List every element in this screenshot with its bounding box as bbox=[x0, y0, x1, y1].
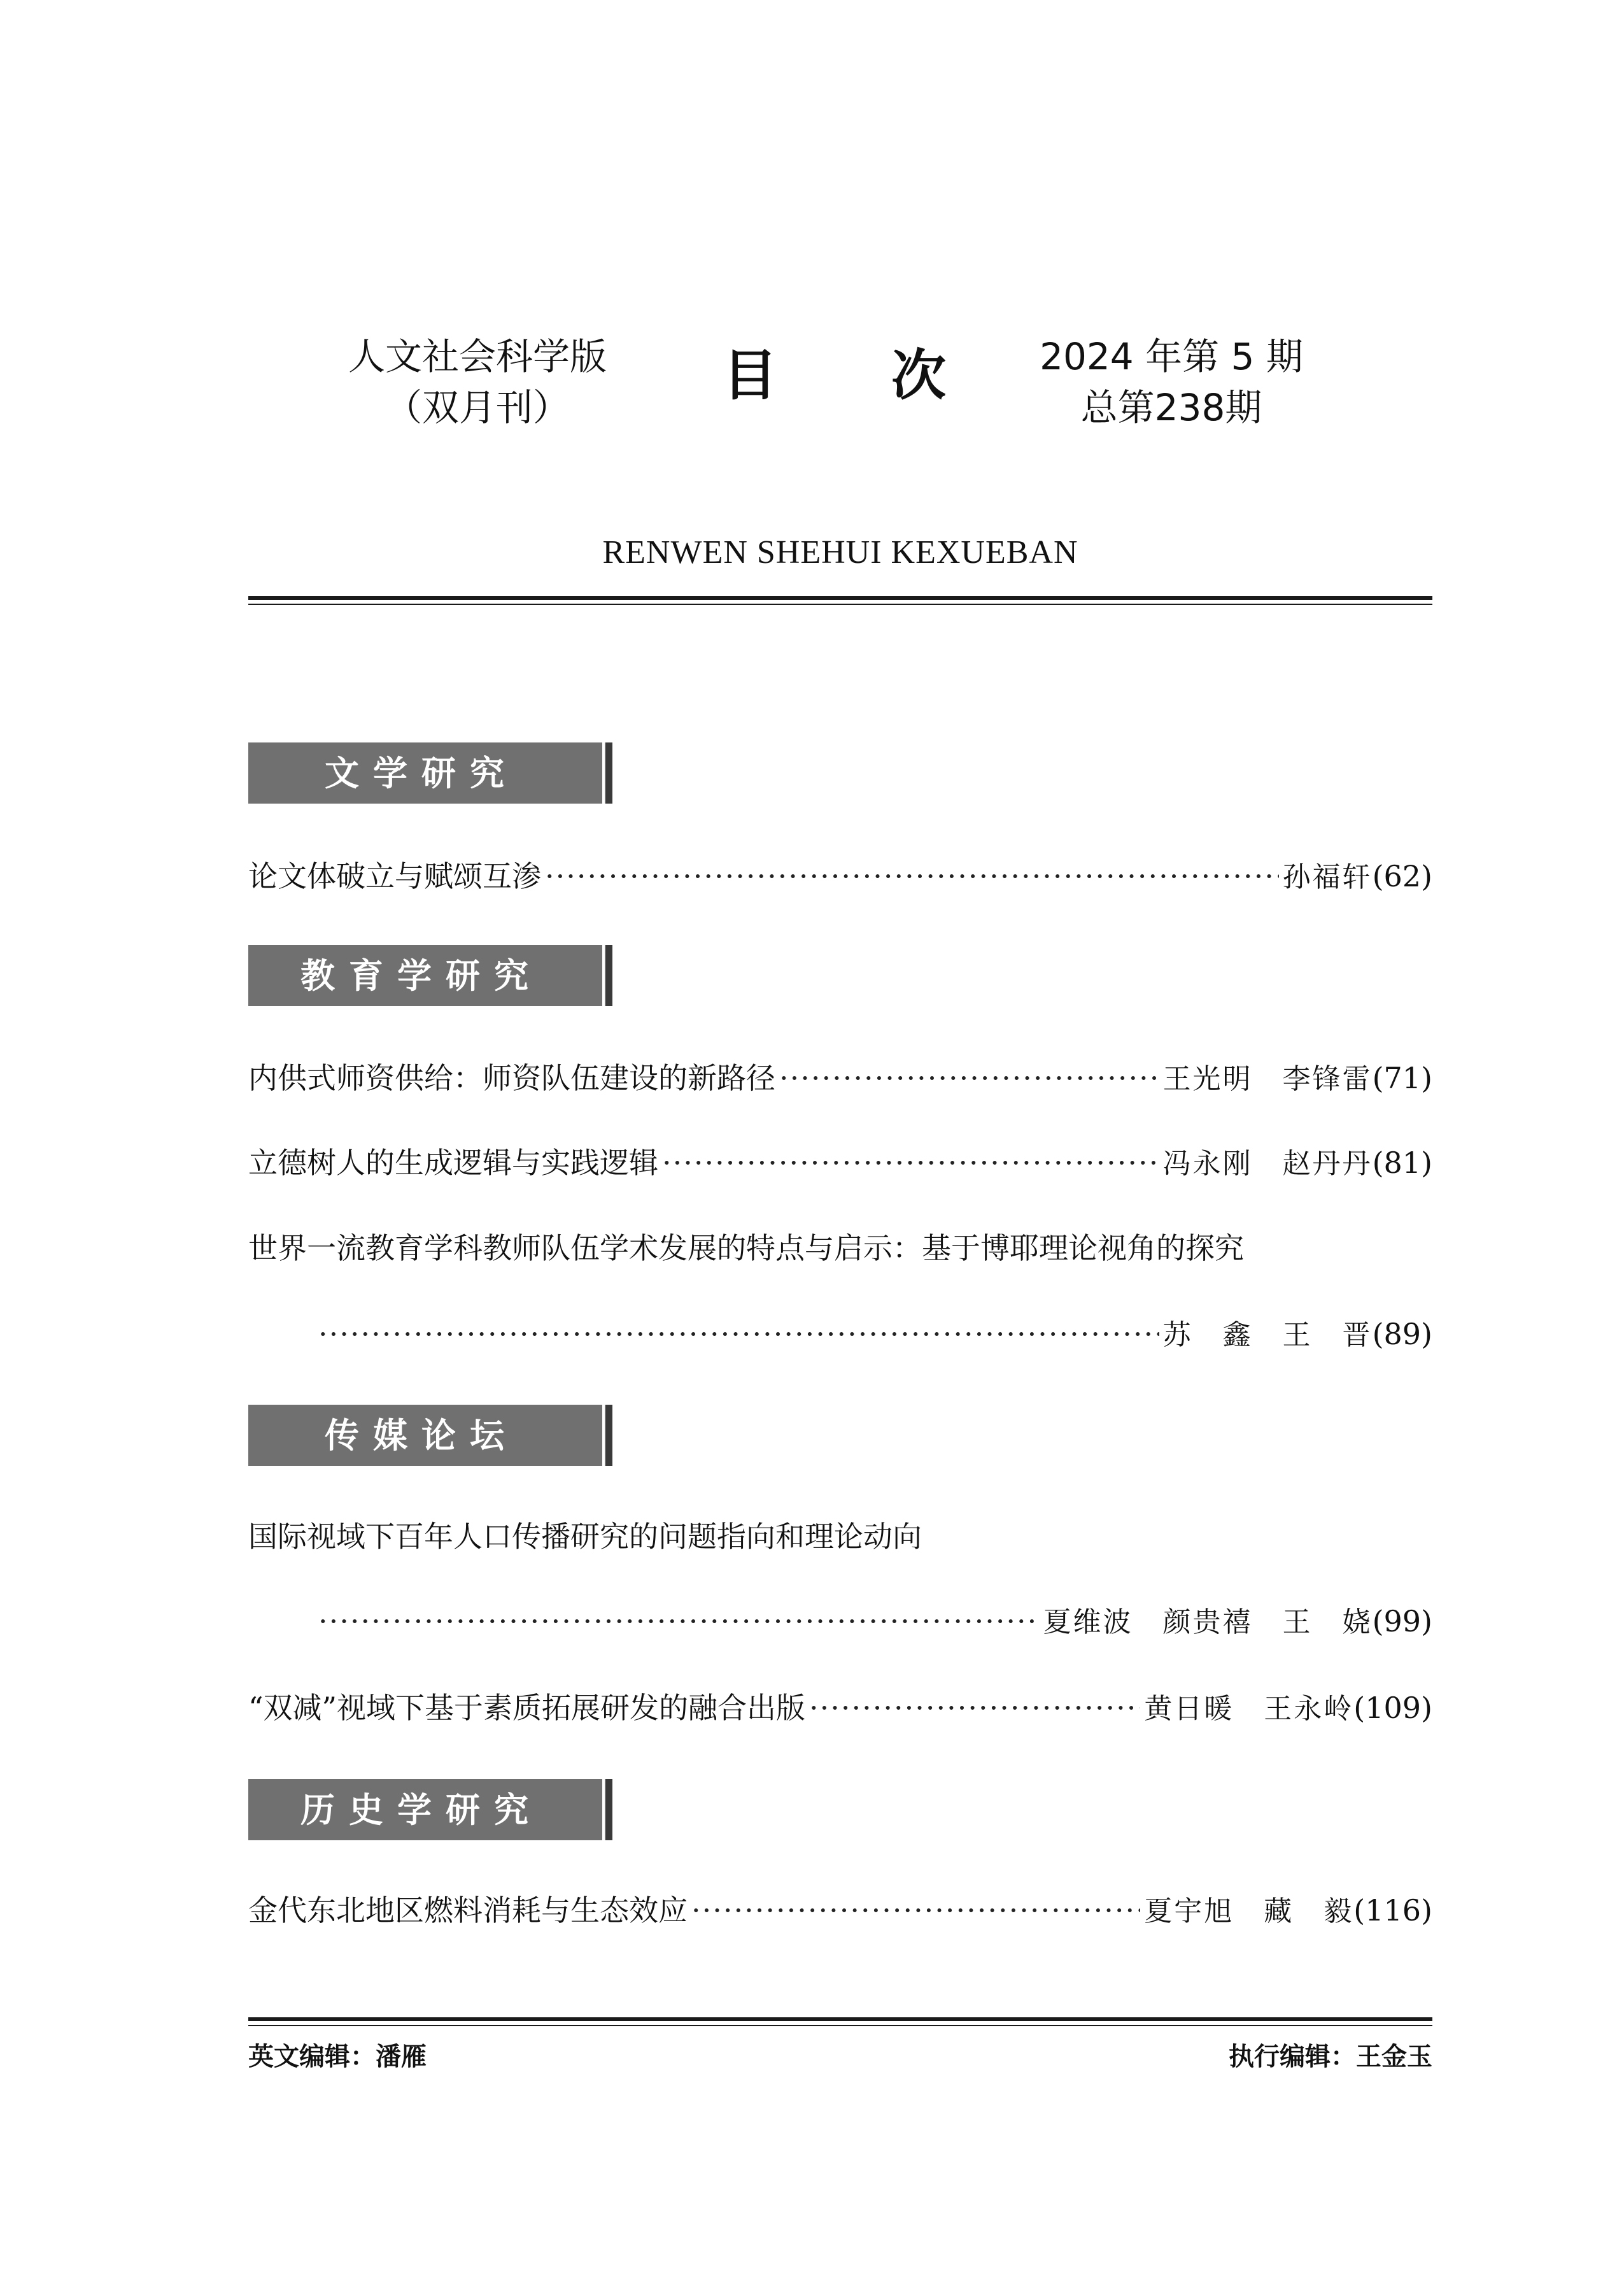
header-rule-thick bbox=[248, 596, 1432, 600]
entry-page: (81) bbox=[1372, 1146, 1432, 1180]
entry-authors: 苏 鑫 王 晋 bbox=[1162, 1319, 1373, 1351]
entry-title: 金代东北地区燃料消耗与生态效应 bbox=[248, 1893, 688, 1928]
entry-title: “双减”视域下基于素质拓展研发的融合出版 bbox=[248, 1691, 806, 1725]
header-rule-thin bbox=[248, 604, 1432, 605]
entry-authors: 孙福轩 bbox=[1282, 861, 1373, 893]
dot-leader bbox=[318, 1309, 1159, 1360]
section-label: 传媒论坛 bbox=[325, 1415, 518, 1456]
frequency-label: （双月刊） bbox=[385, 386, 570, 429]
entry-authors: 夏维波 颜贵禧 王 娆 bbox=[1043, 1606, 1373, 1638]
entry-authors: 黄日暖 王永岭 bbox=[1144, 1693, 1354, 1725]
total-issue-number: 总第238期 bbox=[1080, 386, 1262, 429]
section-label: 文学研究 bbox=[325, 753, 518, 793]
issue-number: 2024 年第 5 期 bbox=[1040, 335, 1303, 378]
toc-entry[interactable] bbox=[248, 1885, 1432, 1936]
entry-page: (62) bbox=[1372, 859, 1432, 893]
entry-title[interactable]: 国际视域下百年人口传播研究的问题指向和理论动向 bbox=[248, 1519, 922, 1554]
entry-authors: 冯永刚 赵丹丹 bbox=[1162, 1147, 1373, 1180]
entry-title: 论文体破立与赋颂互渗 bbox=[248, 859, 541, 893]
toc-title-char-2: 次 bbox=[891, 344, 946, 408]
edition-label bbox=[299, 331, 656, 433]
section-label: 教育学研究 bbox=[300, 955, 542, 996]
dot-leader bbox=[691, 1885, 1140, 1936]
section-heading-education bbox=[248, 945, 612, 1006]
entry-authors: 王光明 李锋雷 bbox=[1162, 1063, 1373, 1095]
entry-page: (89) bbox=[1372, 1317, 1432, 1351]
entry-page: (99) bbox=[1372, 1604, 1432, 1638]
section-label: 历史学研究 bbox=[300, 1789, 542, 1830]
issue-info bbox=[1019, 331, 1324, 433]
entry-title[interactable]: 世界一流教育学科教师队伍学术发展的特点与启示：基于博耶理论视角的探究 bbox=[248, 1231, 1244, 1265]
toc-entry-continuation[interactable] bbox=[318, 1596, 1432, 1647]
journal-pinyin-title: RENWEN SHEHUI KEXUEBAN bbox=[602, 534, 1078, 571]
toc-entry[interactable] bbox=[248, 851, 1432, 902]
toc-entry[interactable] bbox=[248, 1137, 1432, 1188]
section-heading-history bbox=[248, 1779, 612, 1840]
entry-page: (116) bbox=[1353, 1893, 1432, 1928]
dot-leader bbox=[662, 1137, 1159, 1188]
toc-entry-continuation[interactable] bbox=[318, 1309, 1432, 1360]
executive-editor: 执行编辑：王金玉 bbox=[1229, 2042, 1432, 2071]
entry-title: 内供式师资供给：师资队伍建设的新路径 bbox=[248, 1061, 775, 1095]
english-editor: 英文编辑：潘雁 bbox=[248, 2042, 427, 2071]
footer-rule-thick bbox=[248, 2017, 1432, 2021]
edition-name: 人文社会科学版 bbox=[348, 335, 607, 378]
entry-page: (71) bbox=[1372, 1061, 1432, 1095]
section-heading-media bbox=[248, 1405, 612, 1466]
entry-title: 立德树人的生成逻辑与实践逻辑 bbox=[248, 1146, 658, 1180]
dot-leader bbox=[779, 1053, 1159, 1104]
dot-leader bbox=[318, 1596, 1040, 1647]
toc-title-char-1: 目 bbox=[723, 344, 777, 408]
dot-leader bbox=[545, 851, 1279, 902]
entry-authors: 夏宇旭 藏 毅 bbox=[1144, 1895, 1354, 1928]
toc-entry[interactable] bbox=[248, 1682, 1432, 1733]
section-heading-literature bbox=[248, 742, 612, 804]
entry-page: (109) bbox=[1353, 1691, 1432, 1725]
footer-rule-thin bbox=[248, 2025, 1432, 2026]
toc-entry[interactable] bbox=[248, 1053, 1432, 1104]
dot-leader bbox=[809, 1682, 1140, 1733]
